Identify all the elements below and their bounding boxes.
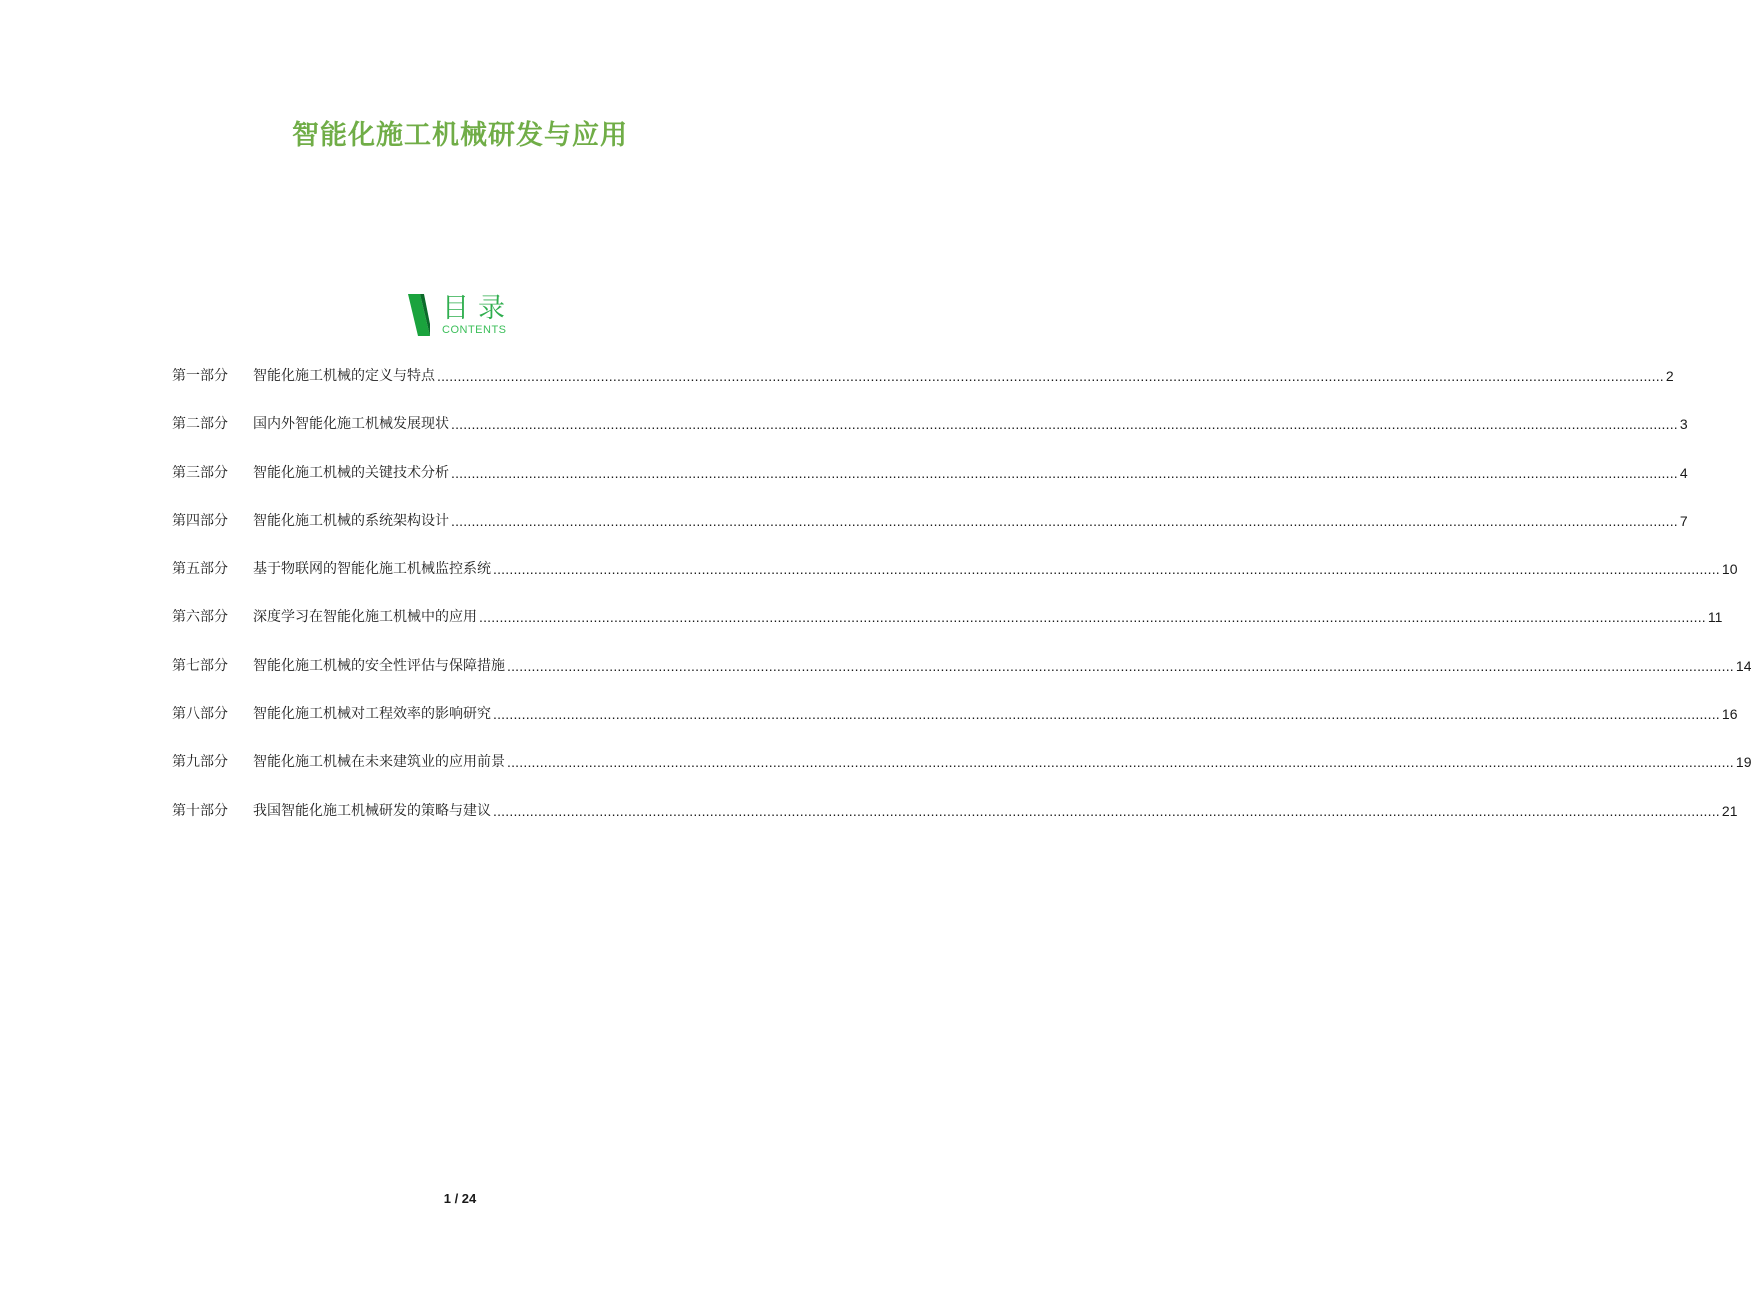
toc-entry-leader: ............................................................................................................................................................................................................................................................................................................ [493,802,1720,819]
page-number: 1 / 24 [443,1191,477,1206]
toc-entry-title: 智能化施工机械在未来建筑业的应用前景 [253,754,505,771]
toc-entry[interactable] [172,557,1738,605]
document-title: 智能化施工机械研发与应用 [292,120,628,151]
toc-entry-title: 基于物联网的智能化施工机械监控系统 [253,561,491,578]
toc-entry-part: 第八部分 [172,706,228,723]
toc-entry-leader: ............................................................................................................................................................................................................................................................................................................ [493,561,1720,578]
toc-entry-title: 智能化施工机械的系统架构设计 [253,512,449,529]
toc-entry-page: 16 [1721,706,1738,723]
toc-subtitle: CONTENTS [442,324,507,336]
toc-entry-leader: ............................................................................................................................................................................................................................................................................................................ [479,609,1706,626]
toc-entry-title: 我国智能化施工机械研发的策略与建议 [253,802,491,819]
toc-entry-leader: ............................................................................................................................................................................................................................................................................................................ [493,706,1720,723]
toc-entry[interactable] [172,750,1751,798]
toc-entry-page: 14 [1735,657,1751,674]
toc-entry[interactable] [172,799,1738,847]
toc-entry-page: 11 [1707,609,1723,626]
toc-entry-part: 第四部分 [172,512,228,529]
toc-entry-leader: ............................................................................................................................................................................................................................................................................................................ [451,512,1678,529]
toc-entry-part: 第十部分 [172,802,228,819]
toc-entry-part: 第九部分 [172,754,228,771]
toc-entry-leader: ............................................................................................................................................................................................................................................................................................................ [451,416,1678,433]
toc-list [172,364,1751,847]
toc-entry-page: 4 [1679,464,1688,481]
toc-entry-leader: ............................................................................................................................................................................................................................................................................................................ [451,464,1678,481]
toc-entry-page: 2 [1665,368,1674,384]
toc-entry-title: 智能化施工机械的安全性评估与保障措施 [253,657,505,674]
toc-entry-part: 第二部分 [172,416,228,433]
toc-entry-page: 21 [1721,802,1738,819]
toc-entry-part: 第三部分 [172,464,228,481]
toc-entry[interactable] [172,461,1688,509]
toc-entry-part: 第七部分 [172,657,228,674]
toc-entry-title: 深度学习在智能化施工机械中的应用 [253,609,477,626]
toc-entry-title: 智能化施工机械对工程效率的影响研究 [253,706,491,723]
toc-entry-part: 第一部分 [172,368,228,384]
toc-entry-title: 国内外智能化施工机械发展现状 [253,416,449,433]
toc-entry[interactable] [172,364,1674,412]
toc-entry-page: 19 [1735,754,1751,771]
toc-heading [408,294,538,342]
toc-entry[interactable] [172,412,1688,460]
toc-entry-leader: ............................................................................................................................................................................................................................................................................................................ [507,754,1734,771]
toc-entry-leader: ............................................................................................................................................................................................................................................................................................................ [507,657,1734,674]
toc-entry-page: 3 [1679,416,1688,433]
toc-entry[interactable] [172,509,1688,557]
toc-entry-page: 7 [1679,512,1688,529]
toc-entry[interactable] [172,605,1723,653]
toc-title: 目录 [442,293,514,324]
toc-entry[interactable] [172,702,1738,750]
toc-entry-title: 智能化施工机械的定义与特点 [253,368,435,384]
toc-entry-page: 10 [1721,561,1738,578]
toc-entry-part: 第五部分 [172,561,228,578]
toc-entry-leader: ............................................................................................................................................................................................................................................................................................................ [437,368,1664,384]
toc-entry-title: 智能化施工机械的关键技术分析 [253,464,449,481]
toc-entry-part: 第六部分 [172,609,228,626]
toc-entry[interactable] [172,654,1751,702]
green-slanted-bar-icon [408,294,434,336]
